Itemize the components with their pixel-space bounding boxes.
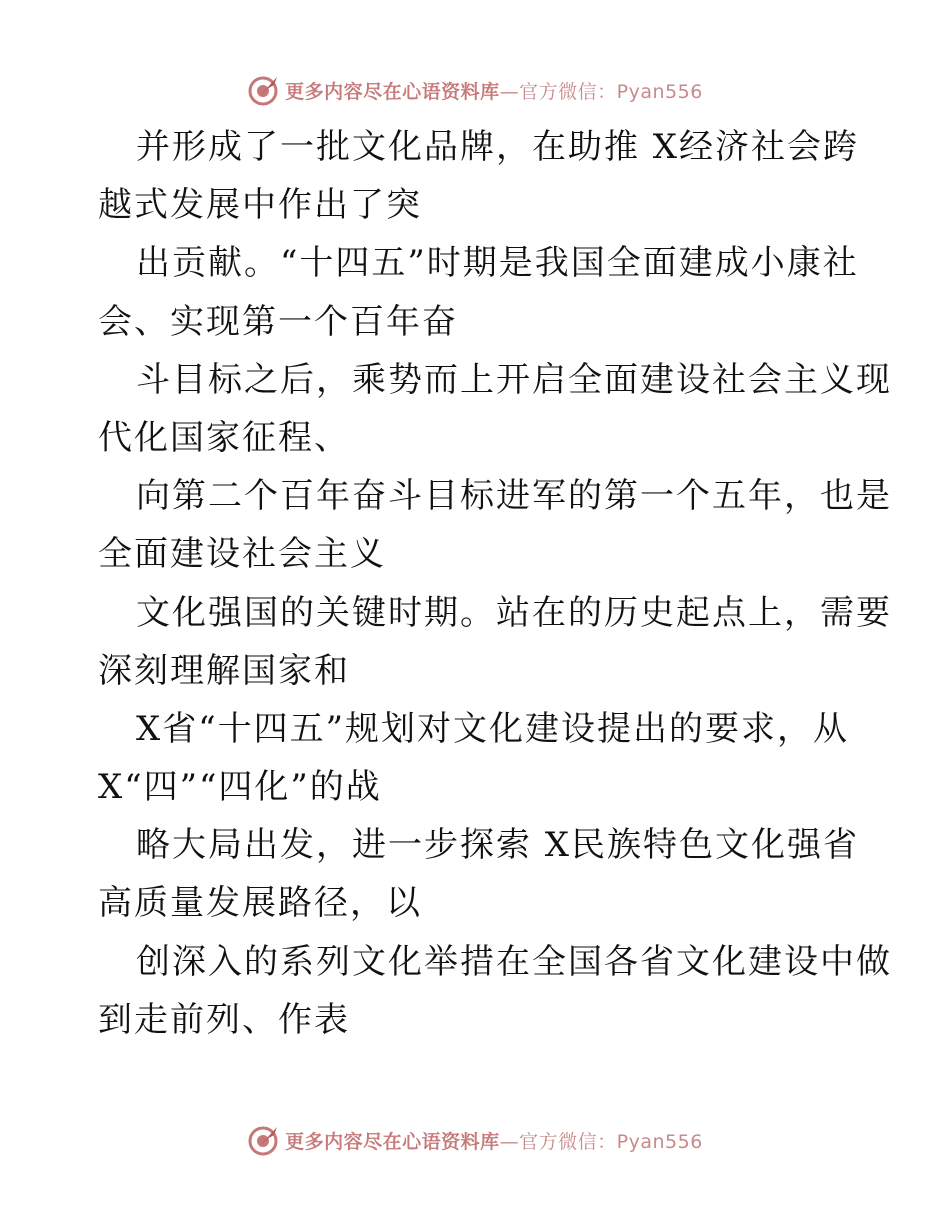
paragraph-line: 出贡献。“十四五”时期是我国全面建成小康社 <box>136 243 859 284</box>
watermark-contact: —官方微信：Pyan556 <box>499 1130 703 1153</box>
header-watermark <box>0 70 950 110</box>
paragraph-line: 并形成了一批文化品牌，在助推 X经济社会跨 <box>136 127 860 167</box>
paragraph-line: 全面建设社会主义 <box>98 534 386 575</box>
paragraph-line: 略大局出发，进一步探索 X民族特色文化强省 <box>136 825 860 866</box>
paragraph-line: X省“十四五”规划对文化建设提出的要求，从 <box>136 708 849 749</box>
quill-logo-icon <box>247 73 281 107</box>
document-body <box>98 118 892 1049</box>
paragraph-line: 斗目标之后，乘势而上开启全面建设社会主义现 <box>136 359 892 400</box>
paragraph-line: 创深入的系列文化举措在全国各省文化建设中做 <box>136 941 892 982</box>
paragraph-line: 到走前列、作表 <box>98 999 350 1040</box>
paragraph-line: 文化强国的关键时期。站在的历史起点上，需要 <box>136 592 892 633</box>
paragraph-line: 高质量发展路径，以 <box>98 883 422 924</box>
watermark-brand: 更多内容尽在心语资料库 <box>285 1130 500 1153</box>
watermark-contact: —官方微信：Pyan556 <box>499 80 703 103</box>
paragraph-line: 代化国家征程、 <box>98 417 350 458</box>
quill-logo-icon <box>247 1123 281 1157</box>
paragraph-line: 深刻理解国家和 <box>98 650 350 691</box>
paragraph-line: X“四”“四化”的战 <box>98 767 382 808</box>
paragraph-line: 向第二个百年奋斗目标进军的第一个五年，也是 <box>136 476 892 517</box>
footer-watermark <box>0 1120 950 1160</box>
watermark-brand: 更多内容尽在心语资料库 <box>285 80 500 103</box>
paragraph-line: 越式发展中作出了突 <box>98 185 422 226</box>
paragraph-line: 会、实现第一个百年奋 <box>98 301 458 342</box>
